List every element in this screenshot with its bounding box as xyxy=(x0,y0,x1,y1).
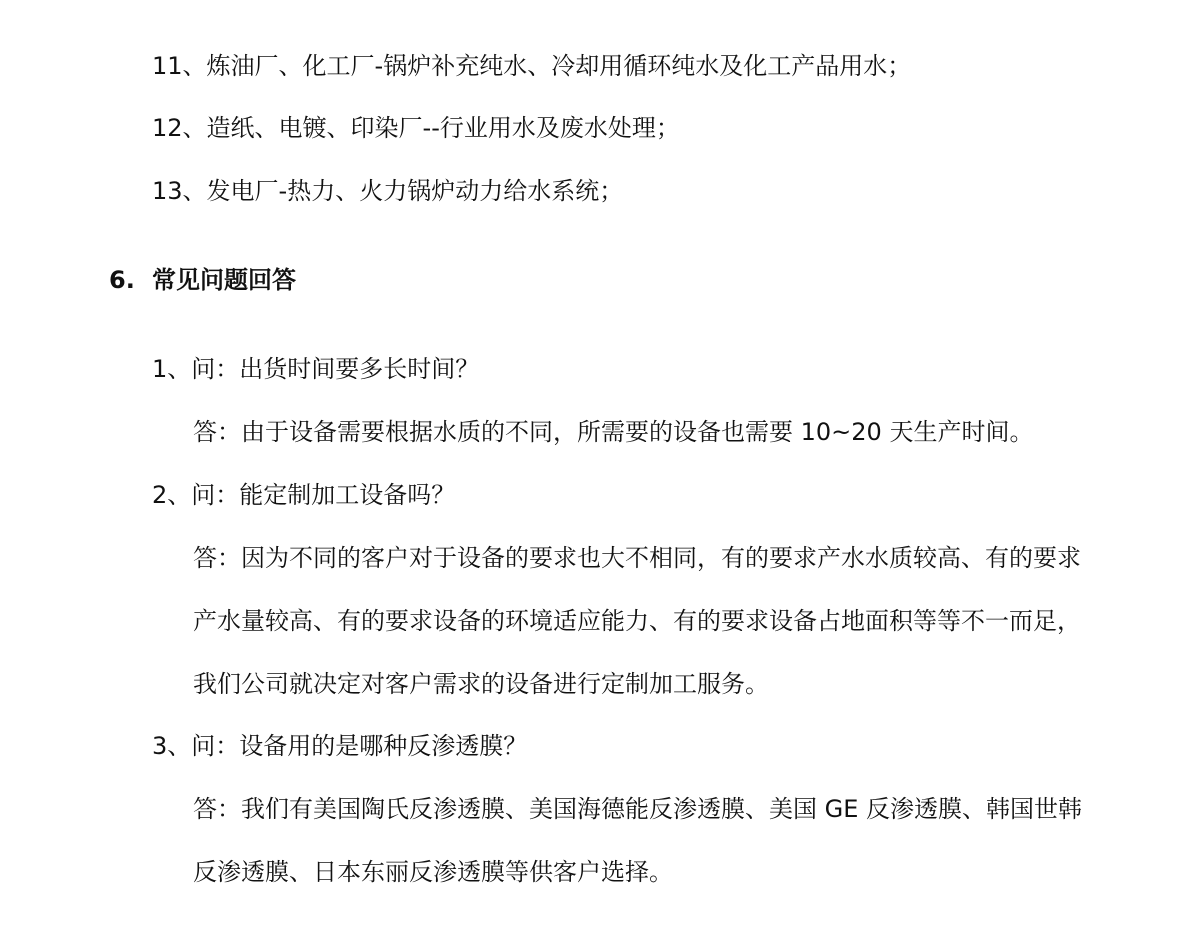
faq-question-2: 2、问：能定制加工设备吗？ xyxy=(152,481,456,509)
faq-answer-2-line-1: 答：因为不同的客户对于设备的要求也大不相同，有的要求产水水质较高、有的要求 xyxy=(193,544,1081,572)
faq-question-1: 1、问：出货时间要多长时间？ xyxy=(152,355,480,383)
industry-item-11: 11、炼油厂、化工厂-锅炉补充纯水、冷却用循环纯水及化工产品用水； xyxy=(152,52,912,80)
faq-answer-3-line-1: 答：我们有美国陶氏反渗透膜、美国海德能反渗透膜、美国 GE 反渗透膜、韩国世韩 xyxy=(193,795,1083,823)
section-heading xyxy=(109,263,296,297)
section-title: 常见问题回答 xyxy=(152,266,296,294)
section-number: 6. xyxy=(109,266,135,294)
faq-answer-1-line-1: 答：由于设备需要根据水质的不同，所需要的设备也需要 10~20 天生产时间。 xyxy=(193,418,1034,446)
faq-answer-3-line-2: 反渗透膜、日本东丽反渗透膜等供客户选择。 xyxy=(193,858,673,886)
faq-answer-2-line-3: 我们公司就决定对客户需求的设备进行定制加工服务。 xyxy=(193,670,769,698)
faq-question-3: 3、问：设备用的是哪种反渗透膜？ xyxy=(152,732,528,760)
industry-item-13: 13、发电厂-热力、火力锅炉动力给水系统； xyxy=(152,177,624,205)
industry-item-12: 12、造纸、电镀、印染厂--行业用水及废水处理； xyxy=(152,114,680,142)
faq-answer-2-line-2: 产水量较高、有的要求设备的环境适应能力、有的要求设备占地面积等等不一而足， xyxy=(193,607,1081,635)
